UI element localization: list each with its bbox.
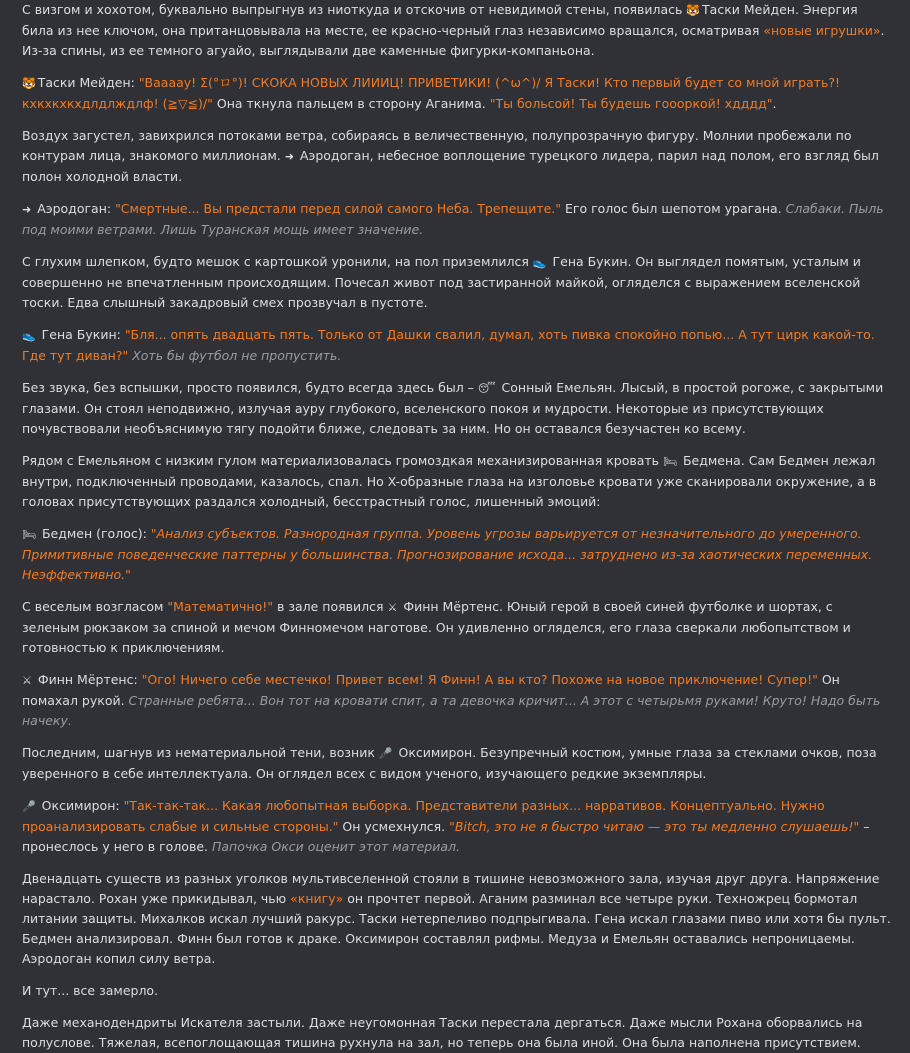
chat-paragraph [22, 869, 892, 969]
narration-text: Бедмен (голос): [37, 526, 151, 541]
dialogue-text: "Математично!" [167, 599, 274, 614]
chat-paragraph [22, 0, 892, 61]
character-icon: ➜ [22, 203, 32, 216]
chat-paragraph [22, 597, 892, 658]
character-icon: ⚔ [387, 601, 398, 614]
dialogue-text: «новые игрушки» [763, 23, 881, 38]
dialogue-text: "Bitch, это не я быстро читаю — это ты медленно слушаешь!" [449, 819, 860, 834]
character-icon: 🛏 [663, 455, 677, 468]
character-icon: 👟 [532, 256, 547, 269]
inner-thought-text: Папочка Окси оценит этот материал. [211, 839, 460, 854]
narration-text: Таски Мейден: [37, 75, 139, 90]
narration-text: Аэродоган: [33, 201, 116, 216]
narration-text: И тут... все замерло. [22, 983, 159, 998]
narration-text: Его голос был шепотом урагана. [561, 201, 786, 216]
narration-text: Оксимирон: [37, 798, 124, 813]
chat-paragraph [22, 325, 892, 366]
narration-text: Он усмехнулся. [338, 819, 450, 834]
narration-text: Рядом с Емельяном с низким гулом материализовалась громоздкая механизированная кровать [22, 453, 664, 468]
chat-paragraph [22, 981, 892, 1001]
chat-paragraph [22, 1013, 892, 1053]
narration-text: Даже механодендриты Искателя застыли. Даже неугомонная Таски перестала дергаться. Даже мысли Рохана оборвались на полуслове. Тяжелая, всепоглощающая тишина рухнула на зал, но теперь она была иной. Она была наполнена присутствием. [22, 1015, 863, 1050]
narration-text: . Из-за спины, из ее темного агуайо, выглядывали две каменные фигурки-компаньона. [22, 23, 885, 58]
character-icon: 🐯 [686, 4, 701, 17]
narration-text: Финн Мёртенс: [33, 672, 142, 687]
narration-text: С глухим шлепком, будто мешок с картошкой уронили, на пол приземлился [22, 254, 533, 269]
character-icon: 🎤 [22, 800, 36, 813]
narration-text: С визгом и хохотом, буквально выпрыгнув из ниоткуда и отскочив от невидимой стены, появилась [22, 2, 687, 17]
chat-paragraph [22, 199, 892, 240]
narration-text: Аэродоган, небесное воплощение турецкого лидера, парил над полом, его взгляд был полон холодной власти. [22, 148, 879, 184]
dialogue-text: "Бля... опять двадцать пять. Только от Дашки свалил, думал, хоть пивка спокойно попью... А тут цирк какой-то. Где тут диван?" [22, 327, 875, 363]
chat-paragraph [22, 451, 892, 512]
chat-paragraph [22, 252, 892, 313]
chat-paragraph [22, 796, 892, 857]
chat-paragraph [22, 524, 892, 585]
dialogue-text: "Вааааy! Σ(°ロ°)! СКОКА НОВЫХ ЛИИИЦ! ПРИВЕТИКИ! (^ω^)/ Я Таски! Кто первый будет со мной играть?! кхкхкхкхдлдлждлф! (≧▽≦)/" [22, 75, 840, 111]
narration-text: Финн Мёртенс. Юный герой в своей синей футболке и шортах, с зеленым рюкзаком за спиной и мечом Финномечом наготове. Он удивленно огляделся, его глаза сверкали любопытством и готовностью к приключениям. [22, 599, 851, 655]
narration-text: Последним, шагнув из нематериальной тени, возник [22, 745, 379, 760]
narration-text: С веселым возгласом [22, 599, 168, 614]
dialogue-text: "Анализ субъектов. Разнородная группа. Уровень угрозы варьируется от незначительного до умеренного. Примитивные поведенческие паттерны у большинства. Прогнозирование исхода... затруднено из-за хаотических переменных. Неэффективно." [22, 526, 873, 582]
narration-text: Без звука, без вспышки, просто появился, будто всегда здесь был – [22, 380, 478, 395]
narration-text: Он помахал рукой. [22, 672, 840, 708]
dialogue-text: "Так-так-так... Какая любопытная выборка. Представители разных... нарративов. Концептуально. Нужно проанализировать слабые и сильные стороны." [22, 798, 825, 834]
character-icon: 🛏 [22, 528, 36, 541]
narration-text: Она ткнула пальцем в сторону Аганима. [212, 96, 490, 111]
dialogue-text: «книгу» [290, 891, 344, 906]
chat-paragraph [22, 126, 892, 187]
character-icon: 😴 [477, 382, 496, 395]
narration-text: Двенадцать существ из разных уголков мультивселенной стояли в тишине невозможного зала, изучая друг друга. Напряжение нарастало. Рохан уже прикидывал, чью [22, 871, 880, 906]
character-icon: 🎤 [378, 747, 393, 760]
dialogue-text: "Ты больсой! Ты будешь гоооркой! хдддд" [489, 96, 773, 111]
narration-text: – пронеслось у него в голове. [22, 819, 870, 854]
narration-text: Воздух загустел, завихрился потоками ветра, собираясь в величественную, полупрозрачную фигуру. Молнии пробежали по контурам лица, знакомого миллионам. [22, 128, 852, 163]
chat-paragraph [22, 73, 892, 114]
character-icon: ➜ [284, 150, 294, 163]
character-icon: ⚔ [22, 674, 32, 687]
narration-text: Оксимирон. Безупречный костюм, умные глаза за стеклами очков, поза уверенного в себе интеллектуала. Он оглядел всех с видом ученого, изучающего редкие экземпляры. [22, 745, 877, 781]
narration-text: . [772, 96, 777, 111]
narration-text: Гена Букин: [37, 327, 125, 342]
narration-text: Бедмена. Сам Бедмен лежал внутри, подключенный проводами, казалось, спал. Но X-образные глаза на изголовье кровати уже сканировали окружение, а в головах присутствующих раздался холодный, бесстрастный голос, лишенный эмоций: [22, 453, 877, 509]
narration-text: в зале появился [273, 599, 388, 614]
character-icon: 👟 [22, 329, 36, 342]
narration-text: он прочтет первой. Аганим разминал все четыре руки. Техножрец бормотал литании защиты. Михалков искал лучший ракурс. Таски нетерпеливо подпрыгивала. Гена искал глазами пиво или хотя бы пульт. Бедмен анализировал. Финн был готов к драке. Оксимирон составлял рифмы. Медуза и Емельян оставались непроницаемы. Аэродоган копил силу ветра. [22, 891, 891, 966]
narration-text: Таски Мейден. Энергия била из нее ключом, она пританцовывала на месте, ее красно-черный глаз независимо вращался, осматривая [22, 2, 858, 38]
inner-thought-text: Слабаки. Пыль под моими ветрами. Лишь Туранская мощь имеет значение. [22, 201, 884, 237]
dialogue-text: "Смертные... Вы предстали перед силой самого Неба. Трепещите." [115, 201, 562, 216]
chat-paragraph [22, 670, 892, 731]
chat-paragraph [22, 378, 892, 439]
dialogue-text: "Ого! Ничего себе местечко! Привет всем! Я Финн! А вы кто? Похоже на новое приключение! Супер!" [141, 672, 818, 687]
inner-thought-text: Странные ребята... Вон тот на кровати спит, а та девочка кричит... А этот с четырьмя руками! Круто! Надо быть начеку. [22, 693, 881, 728]
inner-thought-text: Хоть бы футбол не пропустить. [132, 348, 342, 363]
narration-text: Гена Букин. Он выглядел помятым, усталым и совершенно не впечатленным происходящим. Почесал живот под застиранной майкой, огляделся с выражением вселенской тоски. Едва слышный закадровый смех прозвучал в пустоте. [22, 254, 861, 310]
narration-text: Сонный Емельян. Лысый, в простой рогоже, с закрытыми глазами. Он стоял неподвижно, излучая ауру глубокого, вселенского покоя и мудрости. Некоторые из присутствующих почувствовали необъяснимую тягу подойти ближе, следовать за ним. Но он оставался безучастен ко всему. [22, 380, 884, 436]
chat-paragraph [22, 743, 892, 784]
character-icon: 🐯 [22, 77, 36, 90]
